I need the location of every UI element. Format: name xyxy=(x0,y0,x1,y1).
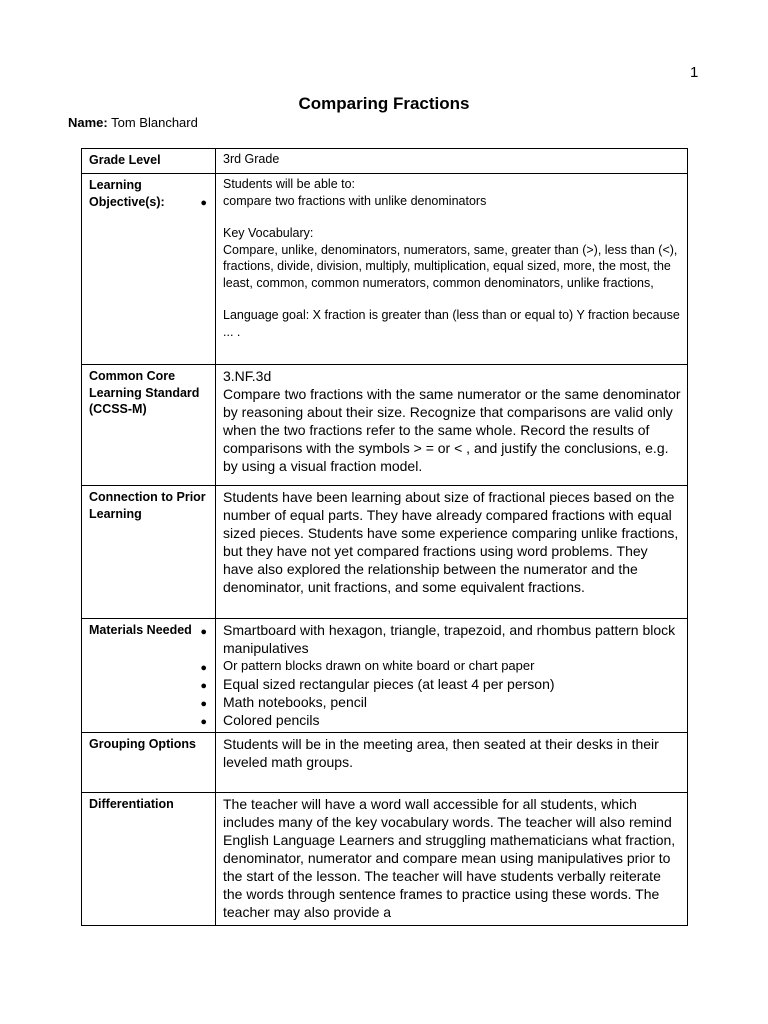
materials-label: Materials Needed xyxy=(89,623,192,637)
row-learning-objectives xyxy=(82,174,688,365)
materials-content xyxy=(216,619,688,733)
prior-learning-label: Connection to Prior Learning xyxy=(82,486,216,619)
grade-level-value: 3rd Grade xyxy=(216,149,688,174)
list-item: Math notebooks, pencil xyxy=(223,694,367,710)
bullet-icon: ● xyxy=(200,662,207,674)
row-grade-level xyxy=(82,149,688,174)
learning-objectives-content xyxy=(216,174,688,365)
name-value: Tom Blanchard xyxy=(111,115,198,130)
row-prior-learning xyxy=(82,486,688,619)
prior-learning-text: Students have been learning about size of fractional pieces based on the number of equal parts. They have already compared fractions with equal sized pieces. Students have some experience comparing unlike fractions, but they have not yet compared fractions using word problems. They have also explored the relationship between the numerator and the denominator, unit fractions, and some equivalent fractions. xyxy=(216,486,688,619)
list-item: Equal sized rectangular pieces (at least 4 per person) xyxy=(223,676,555,692)
vocabulary-text: Compare, unlike, denominators, numerators, same, greater than (>), less than (<), fractions, divide, division, multiply, multiplication, equal sized, more, the most, the least, common, common numerators, common denominators, unlike fractions, xyxy=(223,242,678,290)
grade-level-label: Grade Level xyxy=(82,149,216,174)
objective-bullet-icon: ● xyxy=(200,197,207,209)
document-title: Comparing Fractions xyxy=(298,94,470,113)
standard-text: Compare two fractions with the same numerator or the same denominator by reasoning about their size. Recognize that comparisons are valid only when the two fractions refer to the same whole. Record the results of comparisons with the symbols > = or < , and justify the conclusions, e.g. by using a visual fraction model. xyxy=(223,386,681,474)
lesson-plan-table xyxy=(81,148,688,926)
row-common-core-standard xyxy=(82,365,688,486)
materials-bullets xyxy=(200,623,207,731)
vocabulary-heading: Key Vocabulary: xyxy=(223,226,314,240)
learning-objectives-cell xyxy=(82,174,216,365)
list-item: Smartboard with hexagon, triangle, trapezoid, and rhombus pattern block manipulatives xyxy=(223,622,676,656)
common-core-label: Common Core Learning Standard (CCSS-M) xyxy=(82,365,216,486)
grouping-options-text: Students will be in the meeting area, then seated at their desks in their leveled math groups. xyxy=(216,733,688,793)
grouping-options-label: Grouping Options xyxy=(82,733,216,793)
differentiation-text: The teacher will have a word wall accessible for all students, which includes many of the key vocabulary words. The teacher will also remind English Language Learners and struggling mathematicians what fraction, denominator, numerator and compare mean using manipulatives prior to the start of the lesson. The teacher will have students verbally reiterate the words through sentence frames to practice using these words. The teacher may also provide a xyxy=(216,793,688,926)
learning-objectives-label: Learning Objective(s): xyxy=(89,178,165,209)
materials-list xyxy=(223,621,681,729)
bullet-icon: ● xyxy=(200,680,207,692)
objectives-intro: Students will be able to: xyxy=(223,177,356,191)
list-item: Colored pencils xyxy=(223,712,320,728)
row-grouping-options xyxy=(82,733,688,793)
page-number: 1 xyxy=(690,64,699,81)
bullet-icon: ● xyxy=(200,626,207,638)
name-line xyxy=(68,115,198,130)
row-differentiation xyxy=(82,793,688,926)
differentiation-label: Differentiation xyxy=(82,793,216,926)
bullet-icon: ● xyxy=(200,716,207,728)
bullet-icon: ● xyxy=(200,698,207,710)
list-item: Or pattern blocks drawn on white board or chart paper xyxy=(223,658,535,673)
materials-cell xyxy=(82,619,216,733)
language-goal: Language goal: X fraction is greater than (less than or equal to) Y fraction because ... . xyxy=(223,308,680,339)
common-core-content xyxy=(216,365,688,486)
standard-code: 3.NF.3d xyxy=(223,368,272,384)
name-label: Name: xyxy=(68,115,108,130)
objective-item: compare two fractions with unlike denominators xyxy=(223,193,487,208)
row-materials xyxy=(82,619,688,733)
